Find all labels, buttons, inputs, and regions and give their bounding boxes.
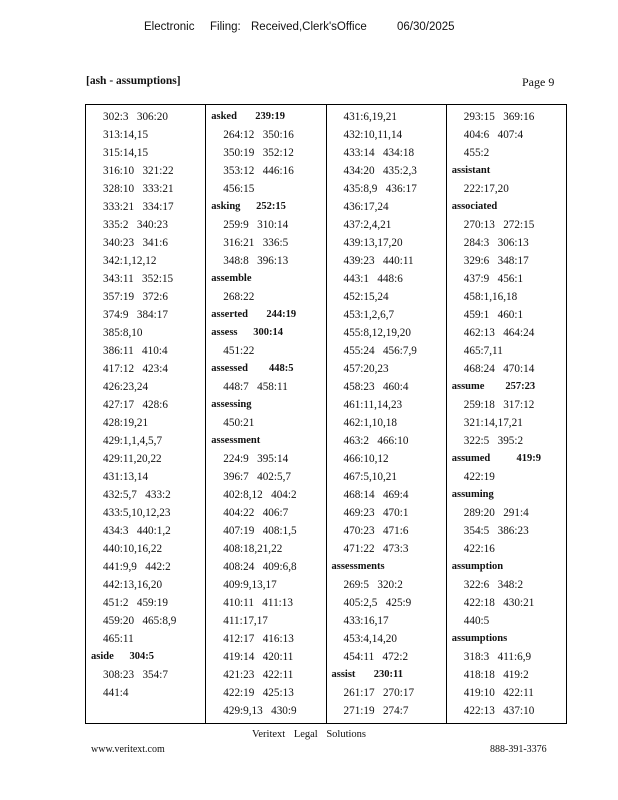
index-reference: 385:8,10 [103, 327, 143, 339]
index-headword: asking 252:15 [211, 201, 286, 212]
index-reference: 422:13 437:10 [463, 705, 535, 717]
index-reference: 264:12 350:16 [223, 129, 294, 141]
index-reference: 422:19 425:13 [223, 687, 294, 699]
index-reference: 321:14,17,21 [463, 417, 523, 429]
index-reference: 431:13,14 [103, 471, 149, 483]
index-reference: 455:8,12,19,20 [343, 327, 411, 339]
index-reference: 417:12 423:4 [103, 363, 168, 375]
index-reference: 419:10 422:11 [463, 687, 534, 699]
index-reference: 318:3 411:6,9 [463, 651, 532, 663]
index-headword: assemble [211, 273, 252, 284]
index-reference: 455:24 456:7,9 [343, 345, 417, 357]
index-reference: 440:5 [463, 615, 490, 627]
index-reference: 405:2,5 425:9 [343, 597, 412, 609]
index-reference: 343:11 352:15 [103, 273, 174, 285]
index-reference: 450:21 [223, 417, 255, 429]
index-reference: 411:17,17 [223, 615, 268, 627]
index-headword: assumption [451, 561, 504, 572]
index-reference: 396:7 402:5,7 [223, 471, 291, 483]
index-reference: 427:17 428:6 [103, 399, 168, 411]
index-reference: 350:19 352:12 [223, 147, 294, 159]
index-reference: 433:14 434:18 [343, 147, 415, 159]
index-reference: 454:11 472:2 [343, 651, 409, 663]
index-headword: assume 257:23 [451, 381, 536, 392]
index-reference: 465:7,11 [463, 345, 503, 357]
index-headword: aside 304:5 [91, 651, 154, 662]
index-reference: 442:13,16,20 [103, 579, 163, 591]
index-reference: 456:15 [223, 183, 255, 195]
index-reference: 434:3 440:1,2 [103, 525, 171, 537]
index-reference: 432:5,7 433:2 [103, 489, 171, 501]
filing-word-1: Electronic [144, 21, 195, 33]
index-reference: 412:17 416:13 [223, 633, 294, 645]
index-column-3 [326, 105, 446, 723]
index-reference: 259:18 317:12 [463, 399, 535, 411]
index-reference: 313:14,15 [103, 129, 149, 141]
index-reference: 222:17,20 [463, 183, 509, 195]
index-column-2 [205, 105, 325, 723]
index-headword: asked 239:19 [211, 111, 286, 122]
index-reference: 421:23 422:11 [223, 669, 294, 681]
index-reference: 268:22 [223, 291, 255, 303]
index-reference: 270:13 272:15 [463, 219, 535, 231]
index-reference: 453:4,14,20 [343, 633, 397, 645]
index-reference: 451:2 459:19 [103, 597, 168, 609]
index-headword: assessments [331, 561, 385, 572]
index-reference: 433:16,17 [343, 615, 389, 627]
index-range-label: [ash - assumptions] [86, 75, 181, 87]
index-reference: 467:5,10,21 [343, 471, 397, 483]
index-reference: 408:24 409:6,8 [223, 561, 297, 573]
index-headword: assist 230:11 [331, 669, 403, 680]
index-reference: 342:1,12,12 [103, 255, 157, 267]
index-reference: 468:24 470:14 [463, 363, 535, 375]
index-reference: 437:2,4,21 [343, 219, 392, 231]
index-reference: 461:11,14,23 [343, 399, 403, 411]
index-reference: 422:18 430:21 [463, 597, 535, 609]
index-headword: assess 300:14 [211, 327, 284, 338]
index-reference: 462:1,10,18 [343, 417, 397, 429]
index-reference: 452:15,24 [343, 291, 389, 303]
page-number: Page 9 [522, 75, 555, 89]
index-reference: 409:9,13,17 [223, 579, 277, 591]
index-reference: 459:20 465:8,9 [103, 615, 177, 627]
index-reference: 293:15 369:16 [463, 111, 535, 123]
index-reference: 448:7 458:11 [223, 381, 288, 393]
index-reference: 429:11,20,22 [103, 453, 162, 465]
index-reference: 453:1,2,6,7 [343, 309, 395, 321]
index-reference: 407:19 408:1,5 [223, 525, 297, 537]
index-reference: 462:13 464:24 [463, 327, 535, 339]
index-reference: 434:20 435:2,3 [343, 165, 417, 177]
filing-date: 06/30/2025 [397, 21, 455, 33]
index-reference: 469:23 470:1 [343, 507, 409, 519]
index-reference: 441:9,9 442:2 [103, 561, 171, 573]
index-reference: 269:5 320:2 [343, 579, 403, 591]
index-reference: 316:10 321:22 [103, 165, 174, 177]
index-reference: 429:1,1,4,5,7 [103, 435, 163, 447]
index-reference: 439:13,17,20 [343, 237, 403, 249]
index-reference: 289:20 291:4 [463, 507, 529, 519]
index-headword: assistant [451, 165, 491, 176]
filing-word-2: Filing: [210, 21, 241, 33]
index-reference: 431:6,19,21 [343, 111, 397, 123]
index-headword: assessing [211, 399, 252, 410]
index-reference: 471:22 473:3 [343, 543, 409, 555]
electronic-filing-stamp [0, 21, 618, 37]
footer-company: Veritext Legal Solutions [251, 729, 367, 740]
index-reference: 463:2 466:10 [343, 435, 409, 447]
index-column-4 [446, 105, 566, 723]
index-reference: 329:6 348:17 [463, 255, 529, 267]
index-reference: 458:1,16,18 [463, 291, 518, 303]
index-headword: assumptions [451, 633, 508, 644]
index-reference: 302:3 306:20 [103, 111, 168, 123]
index-reference: 451:22 [223, 345, 255, 357]
index-reference: 439:23 440:11 [343, 255, 414, 267]
index-reference: 459:1 460:1 [463, 309, 524, 321]
index-reference: 410:11 411:13 [223, 597, 293, 609]
index-reference: 419:14 420:11 [223, 651, 294, 663]
index-reference: 335:2 340:23 [103, 219, 168, 231]
index-headword: assessed 448:5 [211, 363, 294, 374]
index-reference: 328:10 333:21 [103, 183, 174, 195]
index-reference: 433:5,10,12,23 [103, 507, 171, 519]
index-reference: 437:9 456:1 [463, 273, 524, 285]
index-reference: 466:10,12 [343, 453, 389, 465]
index-headword: asserted 244:19 [211, 309, 297, 320]
index-reference: 284:3 306:13 [463, 237, 529, 249]
index-reference: 404:6 407:4 [463, 129, 524, 141]
index-reference: 402:8,12 404:2 [223, 489, 297, 501]
index-reference: 422:16 [463, 543, 495, 555]
filing-word-3: Received,Clerk'sOffice [251, 21, 367, 33]
index-reference: 422:19 [463, 471, 495, 483]
index-reference: 259:9 310:14 [223, 219, 289, 231]
index-reference: 408:18,21,22 [223, 543, 283, 555]
index-reference: 333:21 334:17 [103, 201, 174, 213]
index-headword: assuming [451, 489, 494, 500]
index-reference: 374:9 384:17 [103, 309, 168, 321]
index-headword: assessment [211, 435, 261, 446]
index-reference: 429:9,13 430:9 [223, 705, 297, 717]
index-headword: assumed 419:9 [451, 453, 542, 464]
index-reference: 316:21 336:5 [223, 237, 289, 249]
index-reference: 458:23 460:4 [343, 381, 409, 393]
index-reference: 386:11 410:4 [103, 345, 168, 357]
index-reference: 315:14,15 [103, 147, 149, 159]
index-reference: 224:9 395:14 [223, 453, 289, 465]
index-reference: 455:2 [463, 147, 490, 159]
index-reference: 404:22 406:7 [223, 507, 289, 519]
index-reference: 348:8 396:13 [223, 255, 289, 267]
index-reference: 436:17,24 [343, 201, 389, 213]
index-reference: 426:23,24 [103, 381, 149, 393]
index-reference: 470:23 471:6 [343, 525, 409, 537]
index-reference: 432:10,11,14 [343, 129, 403, 141]
index-reference: 340:23 341:6 [103, 237, 168, 249]
index-reference: 261:17 270:17 [343, 687, 415, 699]
footer-phone: 888-391-3376 [490, 744, 547, 755]
index-reference: 271:19 274:7 [343, 705, 409, 717]
index-reference: 465:11 [103, 633, 134, 645]
index-reference: 457:20,23 [343, 363, 389, 375]
index-reference: 428:19,21 [103, 417, 149, 429]
index-column-1 [86, 105, 205, 723]
index-reference: 354:5 386:23 [463, 525, 529, 537]
index-reference: 308:23 354:7 [103, 669, 168, 681]
index-reference: 443:1 448:6 [343, 273, 403, 285]
index-headword: associated [451, 201, 498, 212]
index-reference: 441:4 [103, 687, 129, 699]
index-reference: 440:10,16,22 [103, 543, 163, 555]
index-reference: 357:19 372:6 [103, 291, 168, 303]
index-reference: 353:12 446:16 [223, 165, 294, 177]
word-index-table [85, 104, 567, 724]
index-reference: 435:8,9 436:17 [343, 183, 417, 195]
index-reference: 468:14 469:4 [343, 489, 409, 501]
index-reference: 322:5 395:2 [463, 435, 524, 447]
index-reference: 322:6 348:2 [463, 579, 524, 591]
footer-website: www.veritext.com [91, 744, 165, 755]
index-reference: 418:18 419:2 [463, 669, 529, 681]
